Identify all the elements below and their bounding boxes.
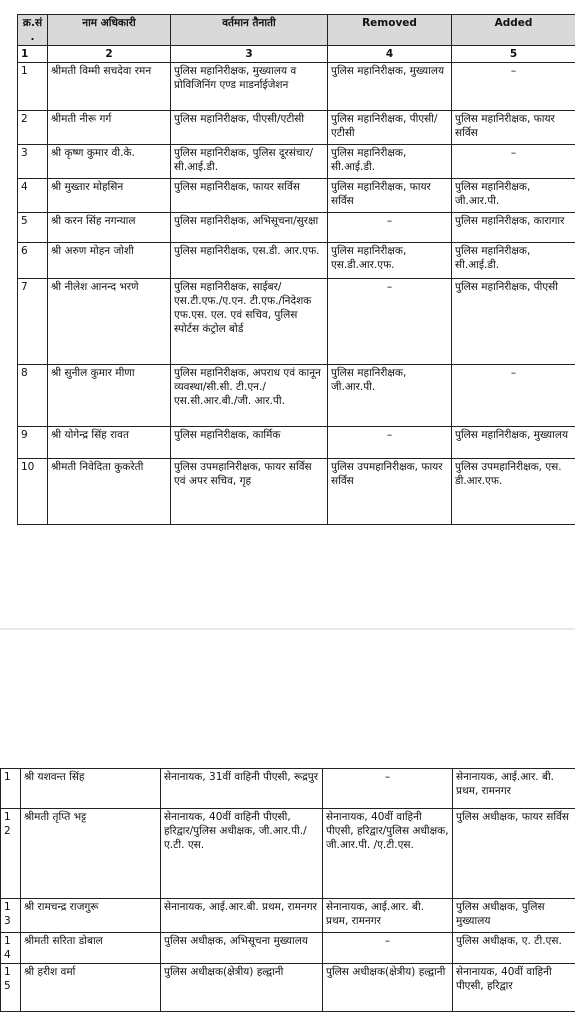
cell-sn: 9 <box>18 427 48 459</box>
cell-added: पुलिस अधीक्षक, पुलिस मुख्यालय <box>453 899 575 933</box>
cell-removed: – <box>328 213 452 243</box>
cell-sn: 6 <box>18 243 48 279</box>
colnum-4: 4 <box>328 46 452 63</box>
transfer-table-1 <box>17 14 575 525</box>
cell-current: पुलिस महानिरीक्षक, अभिसूचना/सुरक्षा <box>171 213 328 243</box>
cell-added: पुलिस महानिरीक्षक, पीएसी <box>452 279 575 365</box>
table-row <box>18 365 575 427</box>
cell-removed: – <box>328 427 452 459</box>
colnum-5: 5 <box>452 46 575 63</box>
table-row <box>18 427 575 459</box>
table-row <box>18 279 575 365</box>
cell-name: श्री रामचन्द्र राजगुरू <box>21 899 161 933</box>
cell-removed: – <box>323 769 453 809</box>
cell-name: श्रीमती नीरू गर्ग <box>48 111 171 145</box>
cell-removed: सेनानायक, आई.आर. बी. प्रथम, रामनगर <box>323 899 453 933</box>
table-row <box>18 111 575 145</box>
cell-sn: 4 <box>18 179 48 213</box>
cell-current: पुलिस महानिरीक्षक, साईबर/एस.टी.एफ./ए.एन. टी.एफ./निदेशक एफ.एस. एल. एवं सचिव, पुलिस स्पोर्टस कंट्रोल बोर्ड <box>171 279 328 365</box>
cell-name: श्री यशवन्त सिंह <box>21 769 161 809</box>
page-divider <box>0 628 575 630</box>
colnum-2: 2 <box>48 46 171 63</box>
cell-added: पुलिस अधीक्षक, फायर सर्विस <box>453 809 575 899</box>
cell-removed: पुलिस महानिरीक्षक, जी.आर.पी. <box>328 365 452 427</box>
cell-added: पुलिस महानिरीक्षक, जी.आर.पी. <box>452 179 575 213</box>
cell-sn: 10 <box>18 459 48 525</box>
header-sn: क्र.सं. <box>18 15 48 46</box>
cell-sn: 2 <box>18 111 48 145</box>
table-row <box>1 899 575 933</box>
cell-name: श्री सुनील कुमार मीणा <box>48 365 171 427</box>
cell-name: श्री हरीश वर्मा <box>21 964 161 1012</box>
cell-sn: 12 <box>1 809 21 899</box>
cell-current: पुलिस अधीक्षक(क्षेत्रीय) हल्द्वानी <box>161 964 323 1012</box>
transfer-table-2 <box>0 768 575 1012</box>
header-name: नाम अधिकारी <box>48 15 171 46</box>
cell-added: सेनानायक, आई.आर. बी. प्रथम, रामनगर <box>453 769 575 809</box>
table-row <box>18 459 575 525</box>
cell-sn: 7 <box>18 279 48 365</box>
cell-removed: पुलिस महानिरीक्षक, सी.आई.डी. <box>328 145 452 179</box>
cell-name: श्री नीलेश आनन्द भरणे <box>48 279 171 365</box>
table-row <box>18 179 575 213</box>
cell-sn: 1 <box>1 769 21 809</box>
header-row <box>18 15 575 46</box>
cell-current: पुलिस महानिरीक्षक, पुलिस दूरसंचार/सी.आई.डी. <box>171 145 328 179</box>
cell-removed: पुलिस महानिरीक्षक, फायर सर्विस <box>328 179 452 213</box>
cell-sn: 1 <box>18 63 48 111</box>
cell-sn: 15 <box>1 964 21 1012</box>
table-row <box>1 769 575 809</box>
cell-removed: पुलिस महानिरीक्षक, एस.डी.आर.एफ. <box>328 243 452 279</box>
cell-removed: पुलिस महानिरीक्षक, पीएसी/एटीसी <box>328 111 452 145</box>
cell-added: पुलिस महानिरीक्षक, सी.आई.डी. <box>452 243 575 279</box>
cell-current: सेनानायक, 40वीं वाहिनी पीएसी, हरिद्वार/पुलिस अधीक्षक, जी.आर.पी./ए.टी. एस. <box>161 809 323 899</box>
cell-removed: पुलिस उपमहानिरीक्षक, फायर सर्विस <box>328 459 452 525</box>
cell-current: पुलिस महानिरीक्षक, फायर सर्विस <box>171 179 328 213</box>
cell-name: श्री कृष्ण कुमार वी.के. <box>48 145 171 179</box>
cell-removed: पुलिस महानिरीक्षक, मुख्यालय <box>328 63 452 111</box>
cell-sn: 5 <box>18 213 48 243</box>
table-row <box>1 809 575 899</box>
cell-name: श्रीमती तृप्ति भट्ट <box>21 809 161 899</box>
cell-current: सेनानायक, आई.आर.बी. प्रथम, रामनगर <box>161 899 323 933</box>
table-row <box>18 145 575 179</box>
cell-added: – <box>452 145 575 179</box>
cell-name: श्रीमती विम्मी सचदेवा रमन <box>48 63 171 111</box>
cell-added: – <box>452 63 575 111</box>
cell-name: श्री करन सिंह नगन्याल <box>48 213 171 243</box>
cell-sn: 3 <box>18 145 48 179</box>
cell-removed: – <box>328 279 452 365</box>
cell-added: पुलिस उपमहानिरीक्षक, एस. डी.आर.एफ. <box>452 459 575 525</box>
cell-name: श्री योगेन्द्र सिंह रावत <box>48 427 171 459</box>
cell-added: सेनानायक, 40वीं वाहिनी पीएसी, हरिद्वार <box>453 964 575 1012</box>
colnum-1: 1 <box>18 46 48 63</box>
cell-removed: – <box>323 933 453 964</box>
header-added: Added <box>452 15 575 46</box>
cell-current: पुलिस महानिरीक्षक, पीएसी/एटीसी <box>171 111 328 145</box>
cell-current: पुलिस महानिरीक्षक, अपराध एवं कानून व्यवस्था/सी.सी. टी.एन./एस.सी.आर.बी./जी. आर.पी. <box>171 365 328 427</box>
table-row <box>18 63 575 111</box>
table-row <box>18 213 575 243</box>
cell-added: पुलिस अधीक्षक, ए. टी.एस. <box>453 933 575 964</box>
cell-current: पुलिस महानिरीक्षक, एस.डी. आर.एफ. <box>171 243 328 279</box>
cell-current: पुलिस अधीक्षक, अभिसूचना मुख्यालय <box>161 933 323 964</box>
page-gap <box>0 520 575 768</box>
cell-sn: 8 <box>18 365 48 427</box>
cell-added: – <box>452 365 575 427</box>
cell-sn: 14 <box>1 933 21 964</box>
table-row <box>1 964 575 1012</box>
cell-name: श्रीमती निवेदिता कुकरेती <box>48 459 171 525</box>
table-row <box>1 933 575 964</box>
cell-added: पुलिस महानिरीक्षक, मुख्यालय <box>452 427 575 459</box>
cell-current: पुलिस महानिरीक्षक, कार्मिक <box>171 427 328 459</box>
cell-current: सेनानायक, 31वीं वाहिनी पीएसी, रूद्रपुर <box>161 769 323 809</box>
cell-removed: सेनानायक, 40वीं वाहिनी पीएसी, हरिद्वार/पुलिस अधीक्षक, जी.आर.पी. /ए.टी.एस. <box>323 809 453 899</box>
cell-current: पुलिस उपमहानिरीक्षक, फायर सर्विस एवं अपर सचिव, गृह <box>171 459 328 525</box>
cell-sn: 13 <box>1 899 21 933</box>
header-removed: Removed <box>328 15 452 46</box>
cell-name: श्रीमती सरिता डोबाल <box>21 933 161 964</box>
header-current: वर्तमान तैनाती <box>171 15 328 46</box>
cell-name: श्री मुख्तार मोहसिन <box>48 179 171 213</box>
cell-added: पुलिस महानिरीक्षक, फायर सर्विस <box>452 111 575 145</box>
cell-name: श्री अरुण मोहन जोशी <box>48 243 171 279</box>
cell-current: पुलिस महानिरीक्षक, मुख्यालय व प्रोविजिनिंग एण्ड माडर्नाईजेशन <box>171 63 328 111</box>
cell-removed: पुलिस अधीक्षक(क्षेत्रीय) हल्द्वानी <box>323 964 453 1012</box>
cell-added: पुलिस महानिरीक्षक, कारागार <box>452 213 575 243</box>
colnum-3: 3 <box>171 46 328 63</box>
column-number-row <box>18 46 575 63</box>
table-row <box>18 243 575 279</box>
